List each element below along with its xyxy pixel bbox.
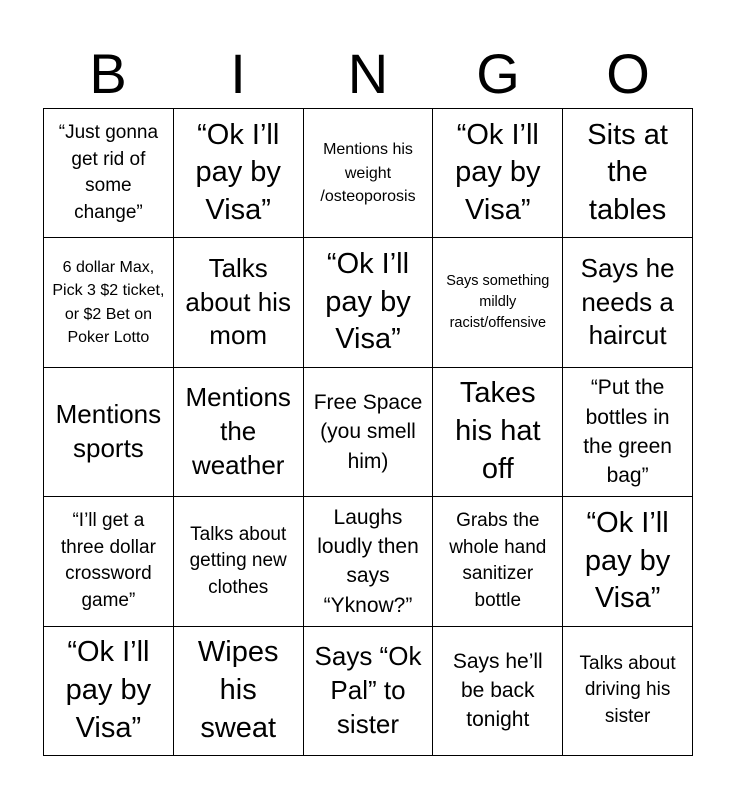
bingo-cell-r2-c5[interactable] (563, 238, 693, 367)
bingo-card-grid (43, 108, 693, 756)
bingo-cell-r4-c1[interactable] (44, 497, 174, 626)
cell-text: Mentions sports (55, 399, 162, 463)
bingo-cell-r4-c3[interactable] (304, 497, 434, 626)
cell-text: Takes his hat off (455, 377, 541, 485)
bingo-cell-r2-c3[interactable] (304, 238, 434, 367)
bingo-cell-r3-c3-free-space[interactable] (304, 368, 434, 497)
bingo-cell-r3-c1[interactable] (44, 368, 174, 497)
bingo-cell-r5-c1[interactable] (44, 627, 174, 756)
bingo-cell-r4-c2[interactable] (174, 497, 304, 626)
cell-text: Talks about getting new clothes (189, 523, 287, 598)
cell-text: Wipes his sweat (197, 636, 279, 744)
cell-text: Says he needs a haircut (580, 252, 675, 351)
cell-text: “Put the bottles in the green bag” (583, 376, 672, 488)
bingo-cell-r3-c5[interactable] (563, 368, 693, 497)
cell-text: “Just gonna get rid of some change” (58, 122, 159, 223)
bingo-cell-r4-c4[interactable] (433, 497, 563, 626)
bingo-cell-r4-c5[interactable] (563, 497, 693, 626)
bingo-cell-r2-c2[interactable] (174, 238, 304, 367)
bingo-cell-r2-c4[interactable] (433, 238, 563, 367)
bingo-cell-r5-c2[interactable] (174, 627, 304, 756)
cell-text: “Ok I’ll pay by Visa” (195, 118, 281, 227)
header-letter-b: B (89, 42, 127, 105)
bingo-cell-r1-c1[interactable] (44, 109, 174, 238)
cell-text: Says he’ll be back tonight (452, 649, 543, 732)
bingo-cell-r2-c1[interactable] (44, 238, 174, 367)
cell-text: “I’ll get a three dollar crossword game” (60, 510, 156, 611)
cell-text: 6 dollar Max, Pick 3 $2 ticket, or $2 Bet on Poker Lotto (52, 259, 165, 346)
bingo-cell-r1-c2[interactable] (174, 109, 304, 238)
cell-text: “Ok I’ll pay by Visa” (584, 506, 671, 615)
cell-text: Mentions the weather (185, 382, 291, 480)
bingo-cell-r1-c5[interactable] (563, 109, 693, 238)
bingo-cell-r3-c2[interactable] (174, 368, 304, 497)
header-letter-o: O (606, 42, 650, 105)
cell-text: Talks about his mom (185, 252, 291, 351)
bingo-cell-r3-c4[interactable] (433, 368, 563, 497)
header-letter-g: G (476, 42, 520, 105)
bingo-header (43, 44, 693, 104)
cell-text: “Ok I’ll pay by Visa” (65, 636, 152, 744)
header-letter-n: N (347, 42, 389, 105)
cell-text: Grabs the whole hand sanitizer bottle (449, 510, 547, 611)
bingo-cell-r5-c4[interactable] (433, 627, 563, 756)
bingo-cell-r5-c3[interactable] (304, 627, 434, 756)
cell-text: “Ok I’ll pay by Visa” (455, 118, 541, 227)
cell-text: Talks about driving his sister (579, 652, 676, 728)
bingo-cell-r1-c4[interactable] (433, 109, 563, 238)
cell-text: Sits at the tables (587, 118, 668, 227)
cell-text: Says something mildly racist/offensive (446, 273, 550, 332)
cell-text: Free Space (you smell him) (313, 390, 423, 473)
header-letter-i: I (230, 42, 246, 105)
cell-text: Laughs loudly then says “Yknow?” (317, 505, 419, 617)
cell-text: Mentions his weight /osteoporosis (320, 141, 416, 205)
cell-text: “Ok I’ll pay by Visa” (325, 248, 411, 356)
bingo-cell-r1-c3[interactable] (304, 109, 434, 238)
bingo-cell-r5-c5[interactable] (563, 627, 693, 756)
cell-text: Says “Ok Pal” to sister (314, 641, 422, 739)
